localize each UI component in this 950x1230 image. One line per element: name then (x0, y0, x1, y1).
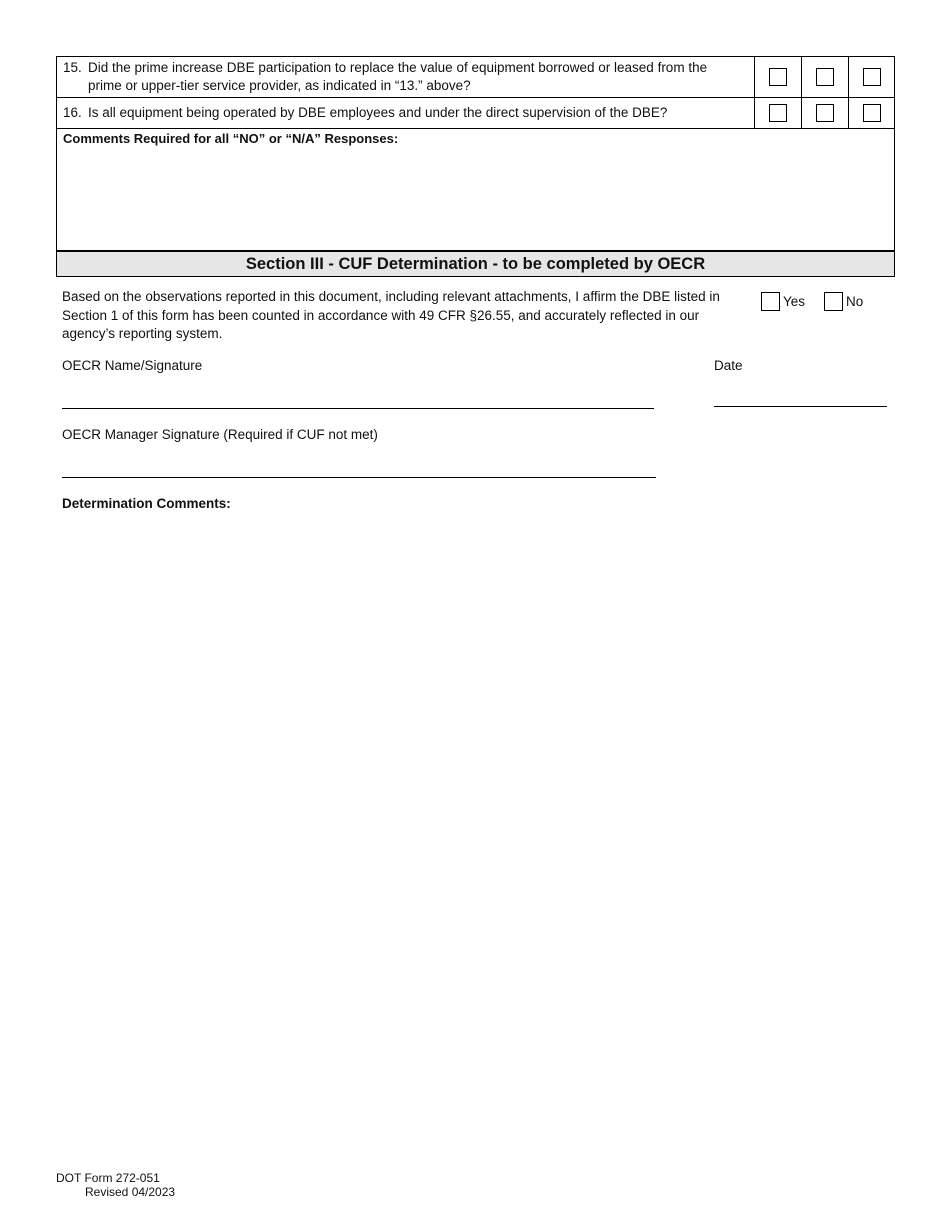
question-15-cell (57, 57, 755, 98)
affirm-yes-label: Yes (783, 294, 806, 309)
oecr-name-signature-label: OECR Name/Signature (62, 358, 203, 373)
affirm-yes-option[interactable] (761, 292, 805, 311)
form-revised-date: Revised 04/2023 (85, 1185, 176, 1199)
affirm-no-label: No (846, 294, 864, 309)
question-number: 16. (63, 105, 82, 120)
affirm-no-checkbox[interactable] (824, 292, 843, 311)
question-text: Is all equipment being operated by DBE employees and under the direct supervision of the DBE? (88, 105, 668, 120)
question-text: Did the prime increase DBE participation to replace the value of equipment borrowed or leased from the (88, 60, 708, 75)
q16-na-checkbox[interactable] (863, 104, 881, 122)
questions-table (56, 56, 895, 129)
oecr-name-signature-line[interactable] (62, 408, 654, 409)
q16-no-checkbox[interactable] (816, 104, 834, 122)
comments-box[interactable] (56, 128, 895, 251)
question-16-cell (57, 98, 755, 129)
section-3-header: Section III - CUF Determination - to be completed by OECR (56, 251, 895, 277)
q15-no-checkbox[interactable] (816, 68, 834, 86)
affirm-yes-checkbox[interactable] (761, 292, 780, 311)
oecr-manager-signature-label: OECR Manager Signature (Required if CUF not met) (62, 427, 378, 442)
q16-yes-checkbox[interactable] (769, 104, 787, 122)
comments-label: Comments Required for all “NO” or “N/A” Responses: (63, 131, 399, 146)
question-text-continued: prime or upper-tier service provider, as indicated in “13.” above? (88, 78, 471, 93)
form-footer (56, 1171, 175, 1199)
question-number: 15. (63, 60, 82, 75)
affirmation-text: Based on the observations reported in this document, including relevant attachments, I affirm the DBE listed in Section 1 of this form has been counted in accordance with 49 CFR §26.55, and accurately reflected in our agency’s reporting system. (62, 289, 720, 341)
q15-yes-checkbox[interactable] (769, 68, 787, 86)
question-row-15 (57, 57, 895, 98)
determination-comments-label: Determination Comments: (62, 496, 231, 511)
affirm-no-option[interactable] (824, 292, 863, 311)
oecr-manager-signature-line[interactable] (62, 477, 656, 478)
question-row-16 (57, 98, 895, 129)
date-line[interactable] (714, 406, 887, 407)
date-label: Date (714, 358, 743, 373)
q15-na-checkbox[interactable] (863, 68, 881, 86)
form-number: DOT Form 272-051 (56, 1171, 160, 1185)
